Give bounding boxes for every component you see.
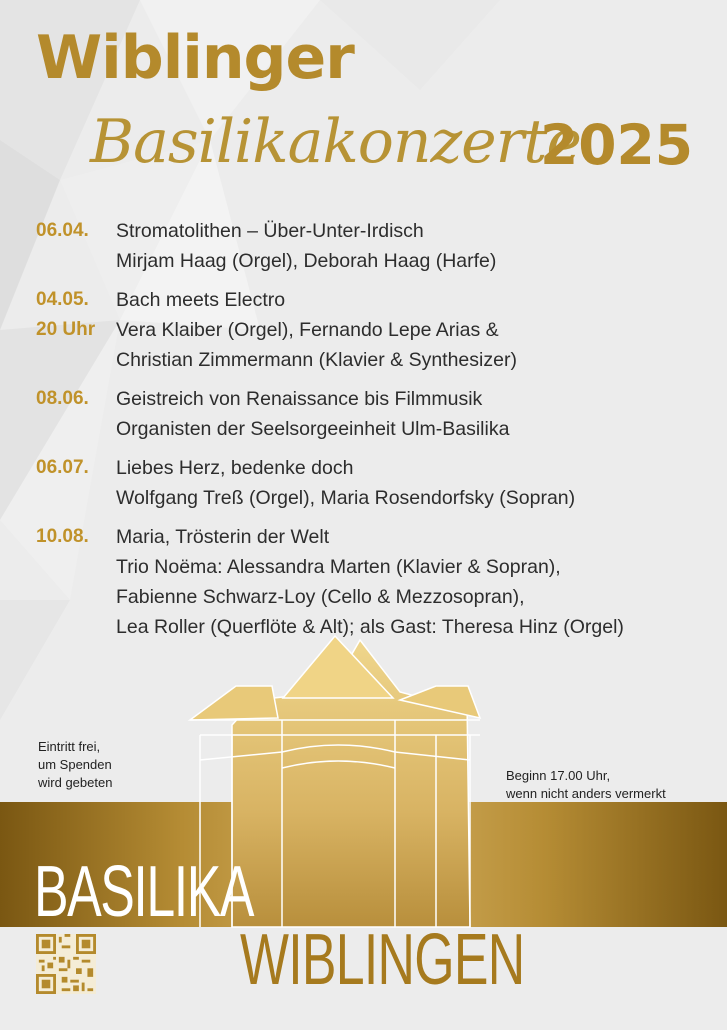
event-performers: Organisten der Seelsorgeeinheit Ulm-Basilika — [116, 418, 510, 440]
title-year: 2025 — [540, 113, 694, 177]
qr-code-icon[interactable] — [36, 934, 96, 994]
event-item — [36, 453, 696, 513]
event-performers: Trio Noëma: Alessandra Marten (Klavier & Sopran), — [116, 556, 561, 578]
event-time: 20 Uhr — [36, 319, 96, 340]
admission-note-line: um Spenden — [38, 757, 112, 772]
event-performers: Lea Roller (Querflöte & Alt); als Gast: Theresa Hinz (Orgel) — [116, 616, 624, 638]
event-performers: Fabienne Schwarz-Loy (Cello & Mezzosopran), — [116, 586, 525, 608]
event-date: 08.06. — [36, 388, 89, 409]
title-line-1: Wiblinger — [36, 23, 354, 93]
admission-note-line: wird gebeten — [38, 775, 113, 790]
event-title: Maria, Trösterin der Welt — [116, 526, 330, 548]
event-title: Stromatolithen – Über-Unter-Irdisch — [116, 220, 424, 242]
event-performers: Mirjam Haag (Orgel), Deborah Haag (Harfe) — [116, 250, 497, 272]
admission-note — [38, 738, 148, 792]
brand-wiblingen: WIBLINGEN — [240, 920, 525, 1000]
event-item — [36, 384, 696, 444]
start-time-note-line: Beginn 17.00 Uhr, — [506, 768, 611, 783]
event-date: 06.07. — [36, 457, 89, 478]
start-time-note — [506, 767, 716, 803]
event-item — [36, 522, 696, 642]
event-performers: Wolfgang Treß (Orgel), Maria Rosendorfsky (Sopran) — [116, 487, 576, 509]
event-date: 06.04. — [36, 220, 89, 241]
admission-note-line: Eintritt frei, — [38, 739, 101, 754]
brand-basilika: BASILIKA — [34, 852, 254, 932]
event-title: Geistreich von Renaissance bis Filmmusik — [116, 388, 483, 410]
event-title: Liebes Herz, bedenke doch — [116, 457, 354, 479]
event-title: Bach meets Electro — [116, 289, 286, 311]
event-item — [36, 216, 696, 276]
event-item — [36, 285, 696, 375]
event-performers: Vera Klaiber (Orgel), Fernando Lepe Arias & — [116, 319, 499, 341]
start-time-note-line: wenn nicht anders vermerkt — [506, 786, 666, 801]
event-list — [36, 216, 696, 651]
event-date: 04.05. — [36, 289, 89, 310]
event-performers: Christian Zimmermann (Klavier & Synthesizer) — [116, 349, 517, 371]
title-line-2: Basilikakonzerte — [90, 107, 581, 177]
event-date: 10.08. — [36, 526, 89, 547]
